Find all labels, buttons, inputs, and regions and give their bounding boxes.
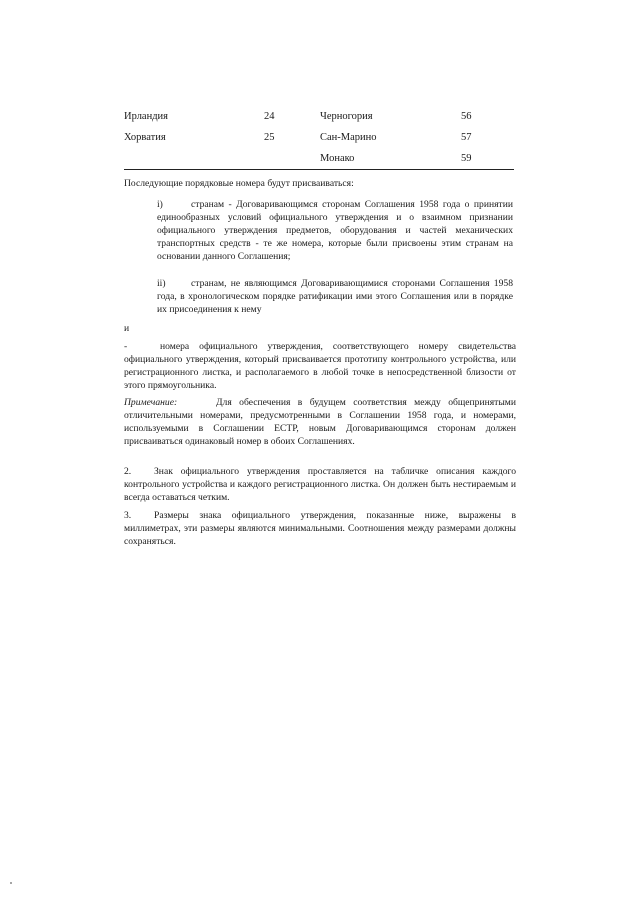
country-name: Сан-Марино [320,132,377,143]
item-label: ii) [157,278,166,289]
country-name: Черногория [320,111,373,122]
list-item-i [157,199,513,264]
lead-paragraph: Последующие порядковые номера будут присваиваться: [124,178,354,189]
item-text: странам, не являющимся Договаривающимися сторонами Соглашения 1958 года, в хронологическом порядке ратификации ими этого Соглашения или в порядке их присоединения к нему [157,278,513,315]
item-label: - [124,341,128,352]
paragraph-text: Знак официального утверждения проставляется на табличке описания каждого контрольного устройства и каждого регистрационного листка. Он должен быть нестираемым и всегда оставаться четким. [124,466,516,503]
item-label: i) [157,199,163,210]
scan-speck [10,882,12,884]
country-number: 24 [264,111,275,122]
country-number: 25 [264,132,275,143]
paragraph-3 [124,510,516,549]
paragraph-text: Размеры знака официального утверждения, показанные ниже, выражены в миллиметрах, эти размеры являются минимальными. Соотношения между размерами должны сохраняться. [124,510,516,547]
country-name: Ирландия [124,111,169,122]
note-paragraph [124,397,516,449]
table-bottom-rule [124,169,514,170]
item-text: номера официального утверждения, соответствующего номеру свидетельства официального утверждения, который присваивается прототипу контрольного устройства, или регистрационного листка, и располагаемого в любой точке в непосредственной близости от этого прямоугольника. [124,341,516,391]
country-number-table [124,107,514,170]
list-item-ii [157,278,513,317]
paragraph-number: 3. [124,510,132,521]
conjunction-text: и [124,323,130,334]
country-name: Хорватия [124,132,166,143]
country-name: Монако [320,153,355,164]
country-number: 57 [461,132,472,143]
note-text: Для обеспечения в будущем соответствия между общепринятыми отличительными номерами, предусмотренными в Соглашении 1958 года, и номерами, используемыми в Соглашении ЕСТР, новым Договаривающимся сторонам должен присваиваться одинаковый номер в обоих Соглашениях. [124,397,516,447]
note-label: Примечание: [124,397,178,408]
table-row [124,107,514,128]
paragraph-number: 2. [124,466,132,477]
dash-list-item [124,341,516,393]
country-number: 59 [461,153,472,164]
item-text: странам - Договаривающимся сторонам Соглашения 1958 года о принятии единообразных условий официального утверждения и о взаимном признании официального утверждения предметов, оборудования и частей механических транспортных средств - те же номера, которые были присвоены этим странам на основании данного Соглашения; [157,199,513,262]
country-number: 56 [461,111,472,122]
paragraph-2 [124,466,516,505]
table-row [124,149,514,170]
table-row [124,128,514,149]
